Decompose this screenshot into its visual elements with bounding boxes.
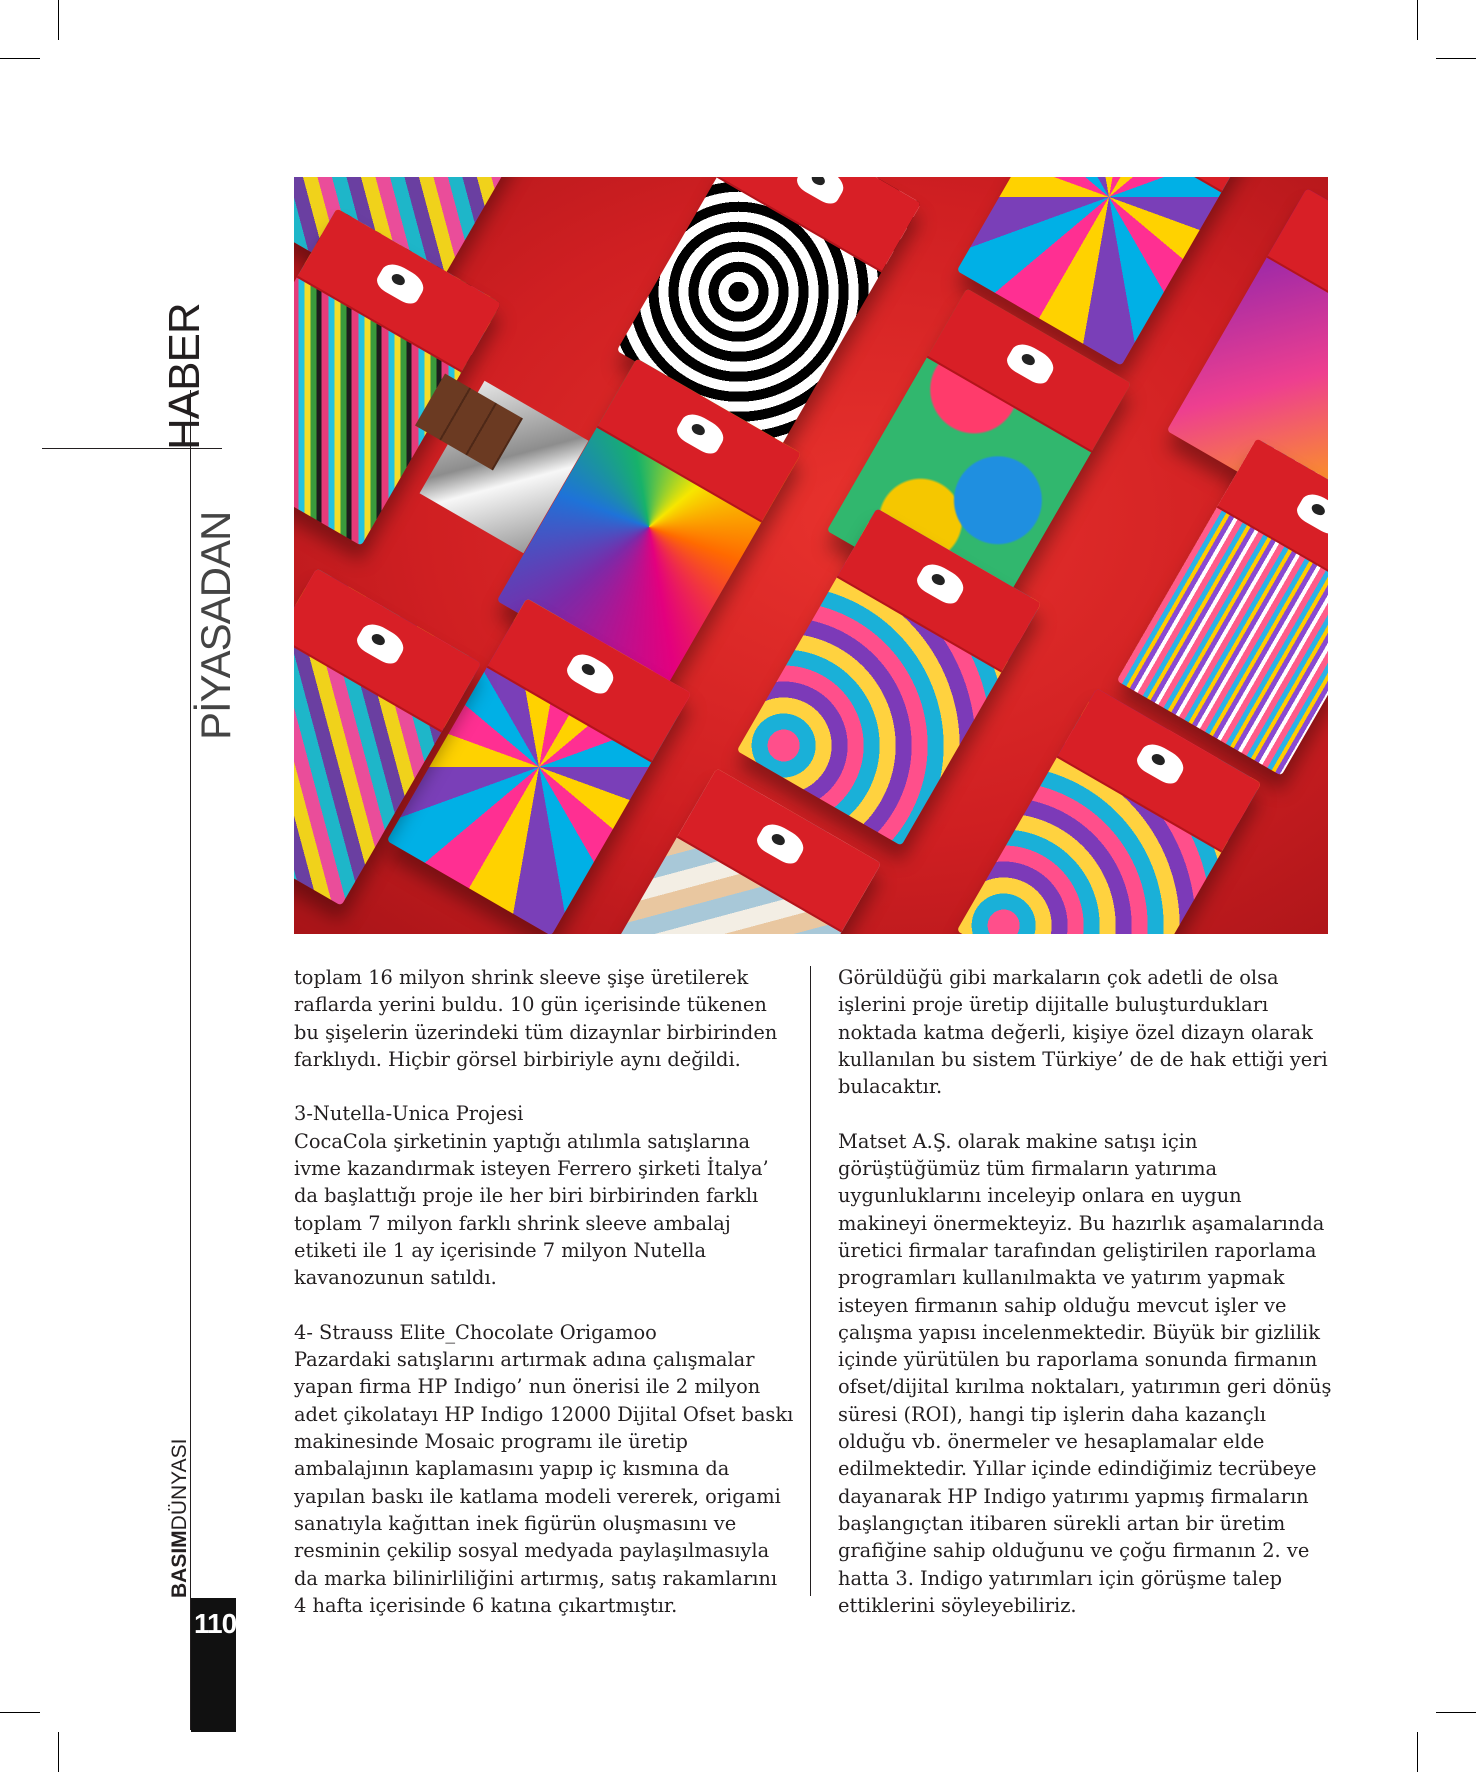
paragraph-block: [294, 1100, 794, 1291]
crop-mark: [58, 1732, 59, 1772]
paragraph: Pazardaki satışlarını artırmak adına çalışmalar yapan firma HP Indigo’ nun önerisi ile 2 milyon adet çikolatayı HP Indigo 12000 Dijital Ofset baskı makinesinde Mosaic programı ile üretip ambalajının kaplamasını yapıp iç kısmına da yapılan baskı ile katlama modeli vererek, origami sanatıyla kağıttan inek figürün oluşmasını ve resminin çekilip sosyal medyada paylaşılmasıyla da marka bilinirliliğini artırmış, satış rakamlarını 4 hafta içerisinde 6 katına çıkartmıştır.: [294, 1348, 794, 1617]
crop-mark: [1436, 1712, 1476, 1713]
page-number: 110: [194, 1608, 237, 1639]
magazine-name-regular: DÜNYASI: [168, 1438, 191, 1531]
chocolate-packaging-photo: [294, 177, 1328, 934]
crop-mark: [0, 1712, 40, 1713]
crop-mark: [0, 58, 40, 59]
crop-mark: [1436, 58, 1476, 59]
article-column-left: [294, 964, 794, 1619]
section-title: HABER: [160, 303, 209, 450]
subheading: 3-Nutella-Unica Projesi: [294, 1102, 524, 1126]
crop-mark: [1417, 0, 1418, 40]
subheading: 4- Strauss Elite_Chocolate Origamoo: [294, 1320, 657, 1344]
paragraph: toplam 16 milyon shrink sleeve şişe üretilerek raflarda yerini buldu. 10 gün içerisinde tükenen bu şişelerin üzerindeki tüm dizaynlar birbirinden farklıydı. Hiçbir görsel birbiriyle aynı değildi.: [294, 966, 778, 1071]
column-divider: [810, 966, 811, 1596]
paragraph: Görüldüğü gibi markaların çok adetli de olsa işlerini proje üretip dijitalle buluşturdukları noktada katma değerli, kişiye özel dizayn olarak kullanılan bu sistem Türkiye’ de de hak ettiği yeri bulacaktır.: [838, 966, 1328, 1099]
magazine-name: [168, 1439, 192, 1598]
magazine-name-bold: BASIM: [168, 1530, 191, 1598]
paragraph-block: [294, 1319, 794, 1619]
section-subtitle: PİYASADAN: [192, 511, 239, 740]
paragraph: Matset A.Ş. olarak makine satışı için görüştüğümüz tüm firmaların yatırıma uygunluklarını inceleyip onlara en uygun makineyi önermekteyiz. Bu hazırlık aşamalarında üretici firmalar tarafından geliştirilen raporlama programları kullanılmakta ve yatırım yapmak isteyen firmanın sahip olduğu mevcut işler ve çalışma yapısı incelenmektedir. Büyük bir gizlilik içinde yürütülen bu raporlama sonunda firmanın ofset/dijital kırılma noktaları, yatırımın geri dönüş süresi (ROI), hangi tip işlerin daha kazançlı olduğu vb. önermeler ve hesaplamalar elde edilmektedir. Yıllar içinde edindiğimiz tecrübeye dayanarak HP Indigo yatırımı yapmış firmaların başlangıçtan itibaren sürekli artan bir üretim grafiğine sahip olduğunu ve çoğu firmanın 2. ve hatta 3. Indigo yatırımları için görüşme talep ettiklerini söyleyebiliriz.: [838, 1129, 1332, 1617]
article-column-right: [838, 964, 1334, 1619]
crop-mark: [58, 0, 59, 40]
crop-mark: [1417, 1732, 1418, 1772]
paragraph: CocaCola şirketinin yaptığı atılımla satışlarına ivme kazandırmak isteyen Ferrero şirketi İtalya’ da başlattığı proje ile her biri birbirinden farklı toplam 7 milyon farklı shrink sleeve ambalaj etiketi ile 1 ay içerisinde 7 milyon Nutella kavanozunun satıldı.: [294, 1129, 769, 1290]
